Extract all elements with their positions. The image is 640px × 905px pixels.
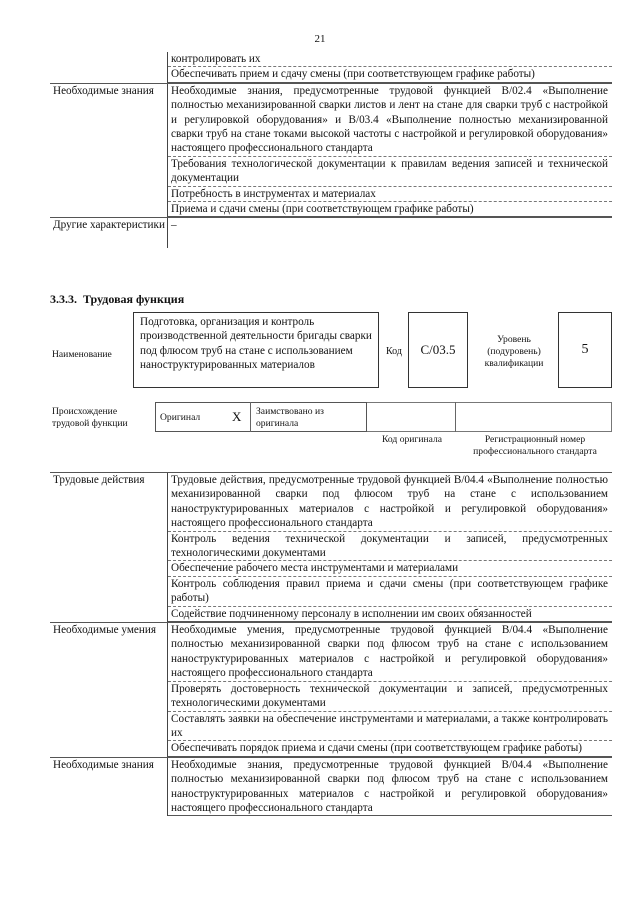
table-cell: Составлять заявки на обеспечение инструментами и материалами, а также контролировать их: [168, 712, 612, 742]
top-table: [50, 52, 612, 248]
table-cell: Обеспечивать прием и сдачу смены (при соответствующем графике работы): [168, 67, 612, 82]
page-number: 21: [314, 33, 326, 45]
function-name-value: Подготовка, организация и контроль производственной деятельности бригады сварки под флюсом труб на стане с использованием наноструктурированных материалов: [140, 316, 372, 372]
level-value: 5: [581, 342, 589, 357]
table-cell: Проверять достоверность технической документации и записей, предусмотренных технологическими документами: [168, 682, 612, 712]
table-cell: контролировать их: [168, 52, 612, 67]
table-cell: Обеспечивать порядок приема и сдачи смены (при соответствующем графике работы): [168, 741, 612, 756]
table-row: [50, 52, 612, 83]
original-label: Оригинал: [160, 412, 201, 423]
table-cell: Контроль ведения технической документации и записей, предусмотренных технологическими документами: [168, 532, 612, 562]
table-cell: Потребность в инструментах и материалах: [168, 187, 612, 202]
table-cell: Обеспечение рабочего места инструментами и материалами: [168, 561, 612, 576]
name-label: Наименование: [52, 349, 112, 360]
table-row: [50, 473, 612, 622]
code-box: [408, 312, 468, 388]
row-label: Необходимые знания: [50, 84, 168, 218]
section-heading: [50, 292, 184, 307]
table-cell: Необходимые умения, предусмотренные трудовой функцией B/04.4 «Выполнение полностью механизированной сварки под флюсом труб на стане с использованием наноструктурированных материалов с настройкой и регулировкой оборудования» настоящего профессионального стандарта: [168, 623, 612, 682]
table-cell: Содействие подчиненному персоналу в исполнении им своих обязанностей: [168, 607, 612, 622]
table-cell: Приема и сдачи смены (при соответствующем графике работы): [168, 202, 612, 217]
function-name-box: [133, 312, 379, 388]
origin-label: Происхождение трудовой функции: [52, 406, 128, 429]
table-cell: Необходимые знания, предусмотренные трудовой функцией B/04.4 «Выполнение полностью механизированной сварки под флюсом труб на стане с использованием наноструктурированных материалов с настройкой и регулировкой оборудования» настоящего профессионального стандарта: [168, 758, 612, 817]
row-label: [50, 52, 168, 83]
table-row: [50, 757, 612, 817]
table-cell: Трудовые действия, предусмотренные трудовой функцией B/04.4 «Выполнение полностью механизированной сварки под флюсом труб на стане с использованием наноструктурированных материалов с настройкой и регулировкой оборудования» настоящего профессионального стандарта: [168, 473, 612, 532]
reg-number-label: Регистрационный номер профессионального стандарта: [473, 434, 597, 457]
level-box: [558, 312, 612, 388]
row-label: Необходимые знания: [50, 758, 168, 817]
table-row: [50, 83, 612, 218]
code-value: C/03.5: [420, 342, 456, 357]
code-original-label: Код оригинала: [381, 434, 443, 445]
table-cell: Необходимые знания, предусмотренные трудовой функцией B/02.4 «Выполнение полностью механизированной сварки листов и лент на стане для сварки труб с настройкой и регулировкой оборудования» и B/03.4 «Выполнение полностью механизированной сварки труб на стане токами высокой частоты с настройкой и регулировкой оборудования» настоящего профессионального стандарта: [168, 84, 612, 157]
bottom-table: [50, 472, 612, 816]
code-label: Код: [386, 346, 402, 357]
table-cell: Требования технологической документации к правилам ведения записей и технической документации: [168, 157, 612, 187]
section-title: Трудовая функция: [83, 292, 185, 306]
row-label: Другие характеристики: [50, 218, 168, 248]
section-number: 3.3.3.: [50, 292, 77, 306]
original-mark: X: [232, 409, 242, 424]
origin-right-box: [367, 402, 612, 432]
row-label: Необходимые умения: [50, 623, 168, 757]
table-cell: –: [171, 219, 177, 232]
row-label: Трудовые действия: [50, 473, 168, 622]
borrowed-label: Заимствовано из оригинала: [256, 406, 324, 429]
level-label: Уровень (подуровень) квалификации: [484, 334, 544, 369]
table-row: [50, 622, 612, 757]
table-cell: Контроль соблюдения правил приема и сдачи смены (при соответствующем графике работы): [168, 577, 612, 607]
table-row: [50, 217, 612, 248]
